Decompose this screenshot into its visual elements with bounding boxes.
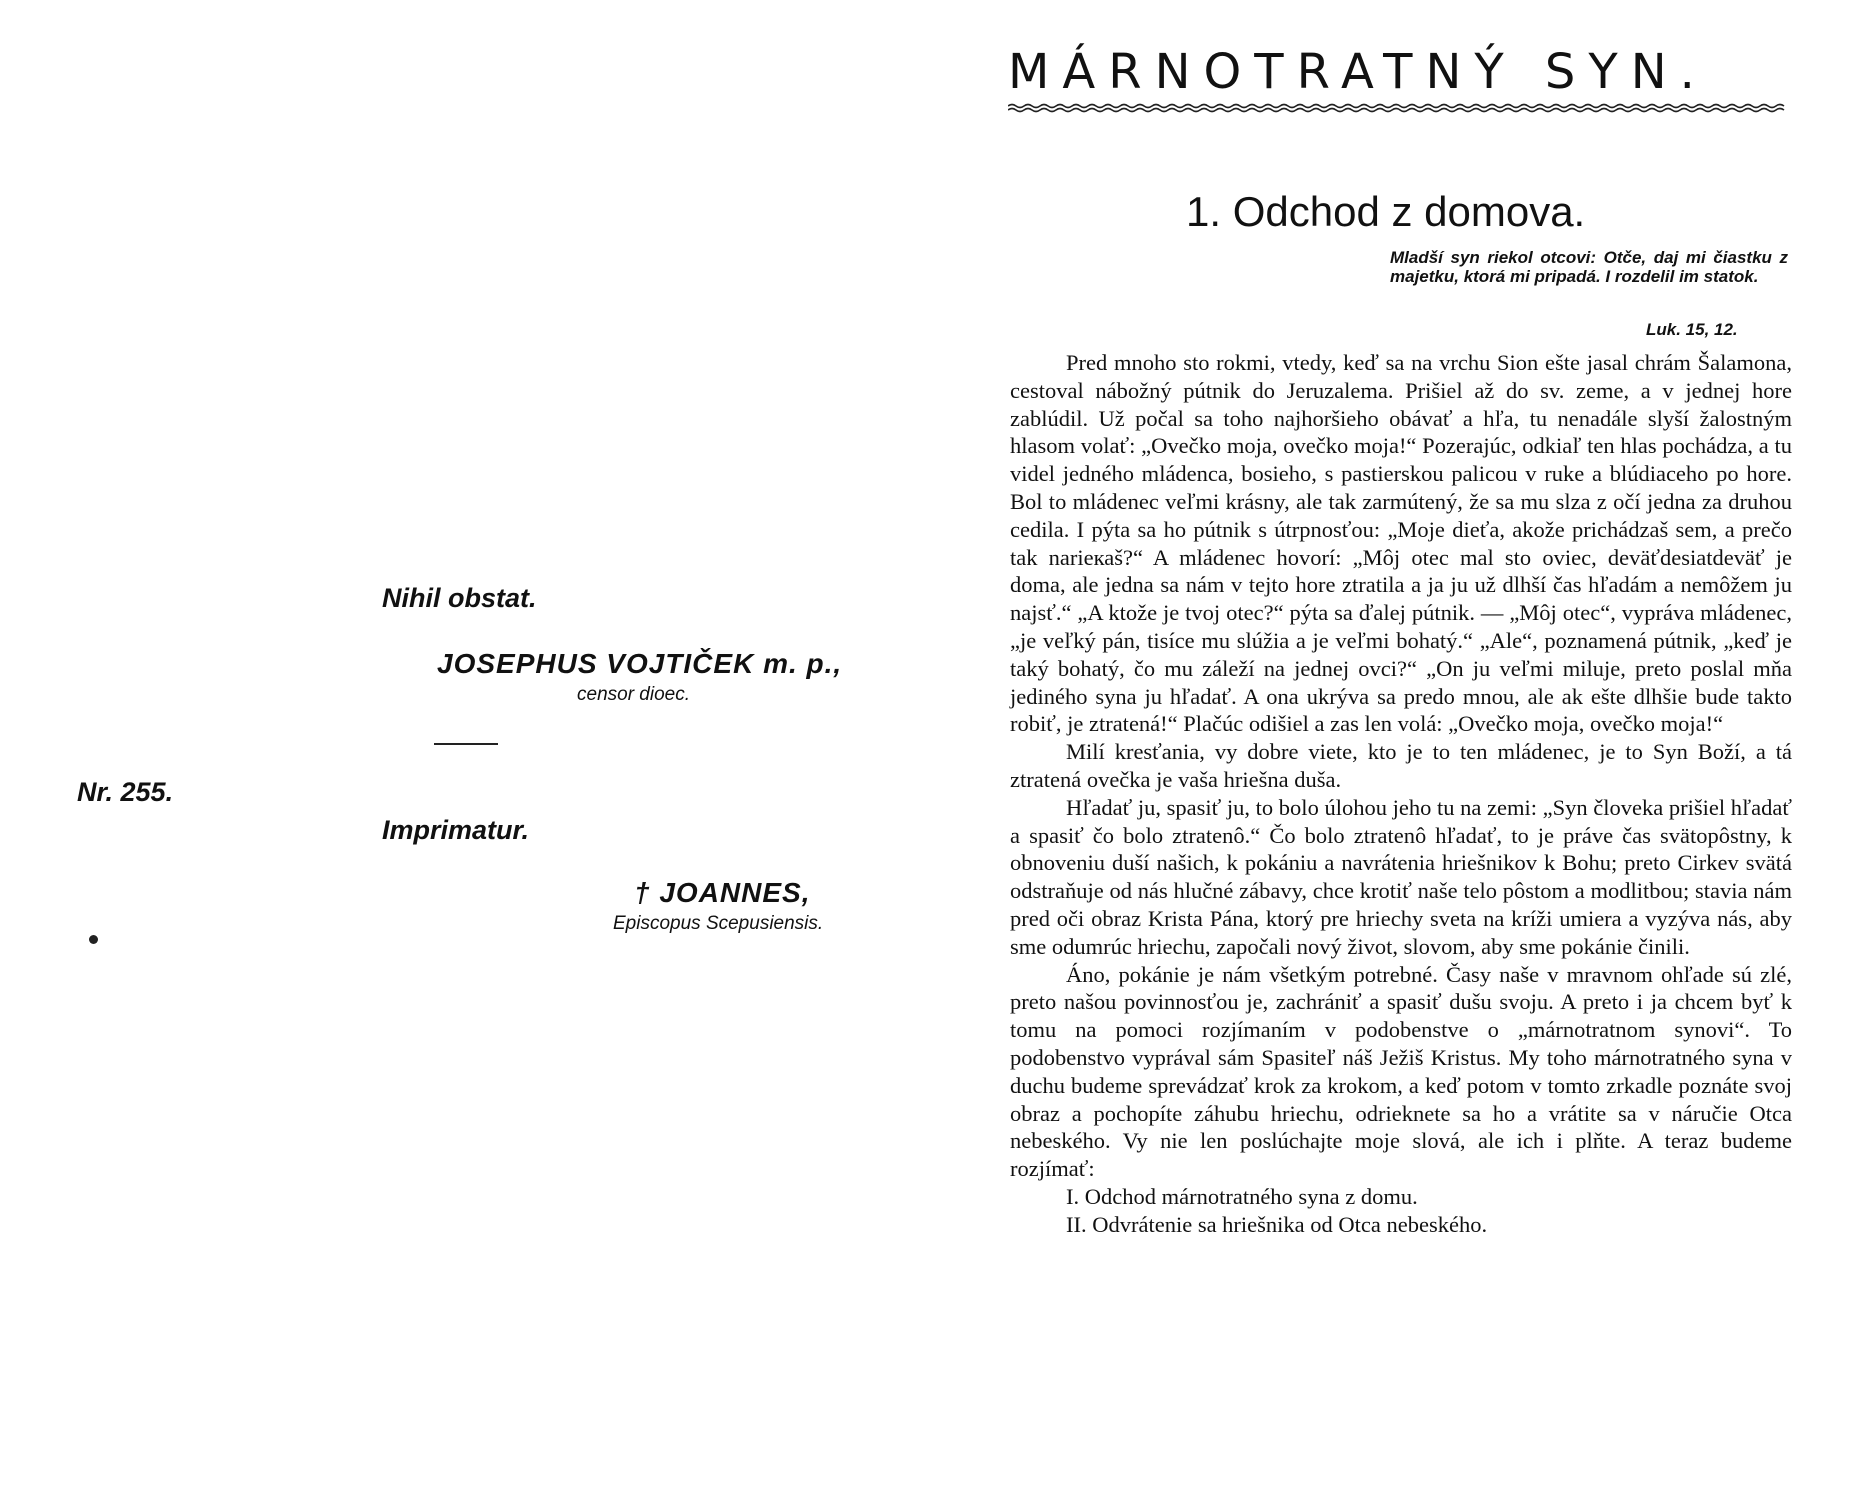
body-text: [1010, 349, 1792, 1239]
approval-number: Nr. 255.: [77, 777, 174, 807]
paragraph: Hľadať ju, spasiť ju, to bolo úlohou jeho tu na zemi: „Syn človeka prišiel hľadať a spasiť čo bolo ztratenô.“ Čo bolo ztratenô hľadať, to je práve čas svätopôstny, k obnoveniu duší našich, k pokániu a navrátenia hriešnikov k Bohu; preto Cirkev svätá odstraňuje od nás hlučné zábavy, chce krotiť naše telo pôstom a modlitbou; stavia nám pred oči obraz Krista Pána, ktorý pre hriechy sveta na kríži umiera a vyzýva nás, aby sme odumrúc hriechu, započali nový život, slovom, aby sme pokánie činili.: [1010, 794, 1792, 959]
outline-item: I. Odchod márnotratného syna z domu.: [1066, 1183, 1418, 1209]
book-title: MÁRNOTRATNÝ SYN.: [1008, 44, 1708, 100]
nihil-obstat-heading: Nihil obstat.: [382, 583, 537, 613]
ink-dot: [89, 935, 98, 944]
epigraph-quote: Mladší syn riekol otcovi: Otče, daj mi čiastku z majetku, ktorá mi pripadá. I rozdelil im statok.: [1390, 248, 1788, 286]
epigraph-reference: Luk. 15, 12.: [1646, 320, 1738, 339]
imprimatur-heading: Imprimatur.: [382, 815, 530, 845]
paragraph: Milí kresťania, vy dobre viete, kto je to ten mládenec, je to Syn Boží, a tá ztratená ovečka je vaša hriešna duša.: [1010, 739, 1792, 792]
paragraph: Áno, pokánie je nám všetkým potrebné. Časy naše v mravnom ohľade sú zlé, preto našou povinnosťou je, zachrániť a spasiť dušu svoju. A preto i ja chcem byť k tomu na pomoci rozjímaním v podobenstve o „márnotratnom synovi“. To podobenstvo vyprával sám Spasiteľ náš Ježiš Kristus. My toho márnotratného syna v duchu budeme sprevádzať krok za krokom, a keď potom v tomto zrkadle poznáte svoj obraz a pochopíte záhubu hriechu, odrieknete sa ho a vrátite sa v náručie Otca nebeského. Vy nie len poslúchajte moje slová, ale ich i plňte. A teraz budeme rozjímať:: [1010, 961, 1792, 1182]
title-wavy-rule: [1008, 103, 1786, 113]
bishop-role: Episcopus Scepusiensis.: [613, 913, 824, 934]
paragraph: Pred mnoho sto rokmi, vtedy, keď sa na vrchu Sion ešte jasal chrám Šalamona, cestoval nábožný pútnik do Jeruzalema. Prišiel až do sv. zeme, a v jednej hore zablúdil. Už počal sa toho najhoršieho obávať a hľa, tu nenadále slyší žalostným hlasom volať: „Ovečko moja, ovečko moja!“ Pozerajúc, odkiaľ ten hlas pochádza, a tu videl jedného mládenca, bosieho, s pastierskou palicou v ruke a blúdiaceho po hore. Bol to mládenec veľmi krásny, ale tak zarmútený, že sa mu slza z očí jedna za druhou cedila. I pýta sa ho pútnik s útrpnosťou: „Moje dieťa, akože prichádzaš sem, a prečo tak narieкаš?“ A mládenec hovorí: „Môj otec mal sto oviec, deväťdesiatdeväť je doma, ale jedna sa nám v tejto hore ztratila a ja ju už dlhší čas hľadám a nemôžem ju najsť.“ „A ktože je tvoj otec?“ pýta sa ďalej pútnik. — „Môj otec“, vypráva mládenec, „je veľký pán, tisíce mu slúžia a je veľmi bohatý.“ „Ale“, poznamená pútnik, „keď je taký bohatý, čo mu záleží na jednej ovci?“ „On ju veľmi miluje, preto poslal mňa jediného syna ju hľadať. A ona ukrýva sa predo mnou, ale ak ešte dlhšie bude takto robiť, je ztratená!“ Plačúc odišiel a zas len volá: „Ovečko moja, ovečko moja!“: [1010, 350, 1792, 737]
outline-item: II. Odvrátenie sa hriešnika od Otca nebeského.: [1066, 1211, 1488, 1237]
censor-name: JOSEPHUS VOJTIČEK m. p.,: [437, 648, 843, 679]
separator-rule: [434, 743, 498, 745]
section-title: 1. Odchod z domova.: [1186, 188, 1586, 235]
bishop-name: † JOANNES,: [634, 877, 811, 908]
text-page: [1000, 0, 1856, 1500]
sermon-outline: [1010, 1183, 1792, 1239]
censor-role: censor dioec.: [577, 684, 691, 705]
